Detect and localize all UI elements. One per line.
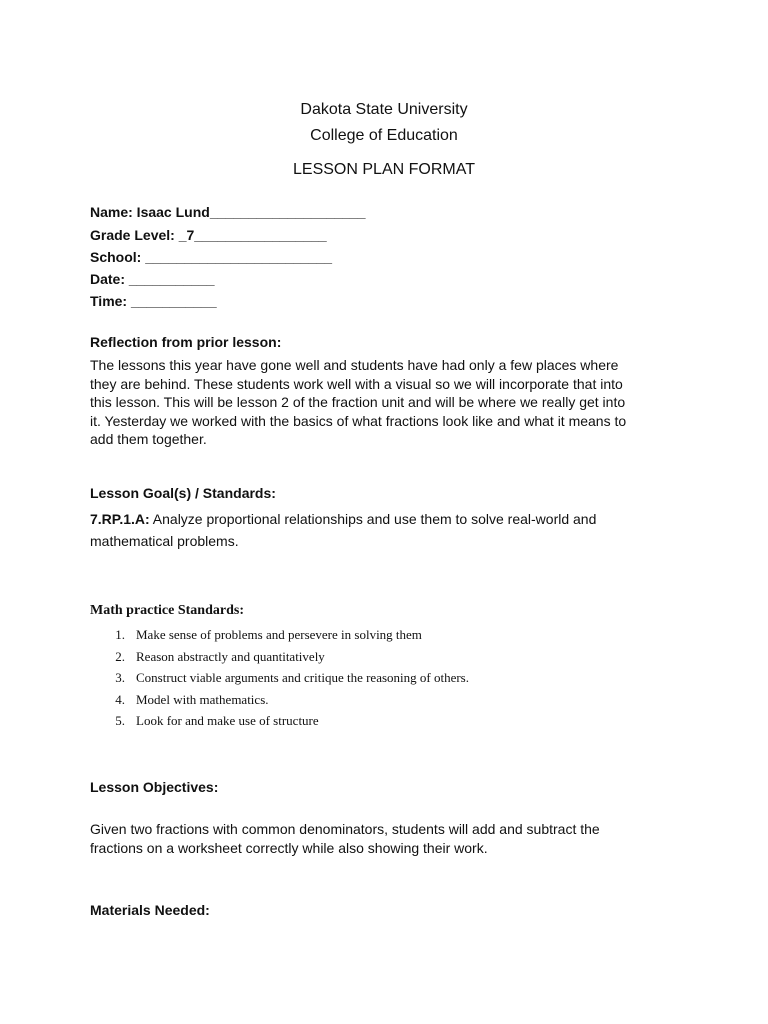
reflection-heading: Reflection from prior lesson:	[90, 334, 282, 350]
time-field: Time: ___________	[90, 293, 217, 309]
math-practice-heading: Math practice Standards:	[90, 603, 244, 618]
objectives-line: fractions on a worksheet correctly while also showing their work.	[90, 839, 488, 856]
objectives-line: Given two fractions with common denominators, students will add and subtract the	[90, 821, 600, 837]
standard-paragraph	[90, 508, 680, 552]
format-title: LESSON PLAN FORMAT	[293, 161, 475, 178]
reflection-line: this lesson. This will be lesson 2 of the fraction unit and will be where we really get into	[90, 394, 626, 410]
list-item: 1. Make sense of problems and persevere in solving them	[115, 627, 422, 642]
standard-code: 7.RP.1.A:	[90, 511, 150, 527]
list-item: 2. Reason abstractly and quantitatively	[115, 648, 325, 664]
grade-level-field: Grade Level: _7_________________	[90, 227, 327, 243]
reflection-line: add them together.	[90, 431, 207, 447]
date-field: Date: ___________	[90, 271, 215, 287]
standard-text-line2: mathematical problems.	[90, 533, 239, 549]
list-item: 3. Construct viable arguments and critique the reasoning of others.	[115, 670, 469, 685]
reflection-line: The lessons this year have gone well and students have had only a few places where	[90, 357, 619, 373]
school-field: School: ________________________	[90, 249, 333, 265]
name-field: Name: Isaac Lund____________________	[90, 204, 366, 220]
objectives-heading: Lesson Objectives:	[90, 779, 219, 795]
university-title: Dakota State University	[300, 101, 468, 118]
college-title: College of Education	[310, 127, 458, 144]
objectives-paragraph	[90, 820, 680, 857]
goals-heading: Lesson Goal(s) / Standards:	[90, 485, 276, 501]
materials-heading: Materials Needed:	[90, 902, 210, 918]
reflection-line: it. Yesterday we worked with the basics of what fractions look like and what it means to	[90, 412, 627, 429]
reflection-line: they are behind. These students work well with a visual so we will incorporate that into	[90, 375, 623, 392]
math-practice-list	[90, 624, 469, 732]
list-item: 5. Look for and make use of structure	[115, 713, 319, 728]
list-item: 4. Model with mathematics.	[115, 691, 269, 707]
reflection-paragraph	[90, 356, 680, 449]
standard-text: Analyze proportional relationships and use them to solve real-world and	[149, 511, 597, 527]
